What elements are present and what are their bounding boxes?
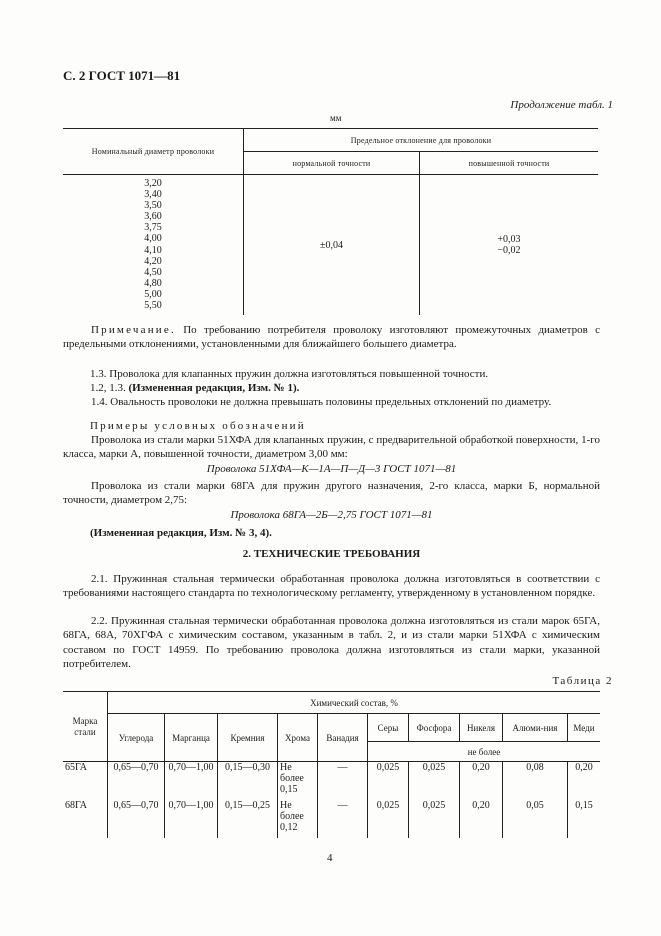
vanadium-cell: — — [318, 800, 368, 838]
col-silicon-header: Кремния — [218, 714, 278, 762]
col-grade-header: Марка стали — [63, 692, 108, 762]
chromium-cell: Не более 0,15 — [278, 762, 318, 800]
silicon-cell: 0,15—0,30 — [218, 762, 278, 800]
paragraph-revision-1-2 — [90, 381, 600, 395]
aluminum-cell: 0,08 — [503, 762, 568, 800]
note-label: Примечание. — [91, 324, 176, 336]
table-note — [63, 323, 600, 352]
col-chromium-header: Хрома — [278, 714, 318, 762]
diameter-deviation-table — [63, 128, 598, 315]
paragraph-2-2: 2.2. Пружинная стальная термически обработанная проволока должна изготовляться из стали марок 65ГА, 68ГА, 68А, 70ХГФА с химическим составом, указанным в табл. 2, и из стали марки 51ХФА с химическим составом по ГОСТ 14959. По требованию проволока должна изготовляться из стали марки, указанной потребителем. — [63, 615, 600, 671]
diameter-value: 5,00 — [144, 288, 162, 300]
carbon-cell: 0,65—0,70 — [108, 762, 165, 800]
copper-cell: 0,20 — [568, 762, 601, 800]
diameter-value: 5,50 — [144, 300, 162, 312]
diameter-value: 3,20 — [144, 178, 162, 189]
col-phosphorus-header: Фосфора — [409, 714, 460, 742]
table-2-label: Таблица 2 — [552, 675, 613, 687]
example-2-text: Проволока из стали марки 68ГА для пружин другого назначения, 2-го класса, марки Б, нормальной точности, диаметром 2,75: — [63, 480, 600, 507]
diameter-value: 4,10 — [144, 244, 162, 256]
page-number: 4 — [327, 852, 333, 864]
paragraph-1-4: 1.4. Овальность проволоки не должна превышать половины предельных отклонений по диаметру. — [91, 396, 552, 408]
col-copper-header: Меди — [568, 714, 601, 742]
increased-lower-value: −0,02 — [497, 245, 521, 257]
diameter-value: 3,75 — [144, 222, 162, 234]
col-vanadium-header: Ванадия — [318, 714, 368, 762]
revision-ref: 1.2, 1.3. — [90, 382, 126, 394]
grade-cell: 65ГА — [63, 762, 108, 800]
diameter-list-cell — [63, 175, 244, 316]
diameter-value: 3,50 — [144, 200, 162, 212]
nickel-cell: 0,20 — [460, 762, 503, 800]
col-deviation-header: Предельное отклонение для проволоки — [244, 129, 599, 152]
col-manganese-header: Марганца — [165, 714, 218, 762]
examples-heading: Примеры условных обозначений — [90, 420, 306, 432]
note-text: По требованию потребителя проволоку изготовляют промежуточных диаметров с предельными отклонениями, установленными для ближайшего большего диаметра. — [63, 324, 600, 351]
diameter-value: 4,50 — [144, 266, 162, 278]
page-header: С. 2 ГОСТ 1071—81 — [63, 68, 181, 83]
increased-deviation-cell — [420, 175, 599, 316]
revision-note: (Измененная редакция, Изм. № 1). — [128, 382, 300, 394]
table-row — [63, 800, 600, 838]
vanadium-cell: — — [318, 762, 368, 800]
col-increased-header: повышенной точности — [420, 152, 599, 175]
chemical-composition-table — [63, 691, 600, 838]
diameter-value: 4,20 — [144, 255, 162, 267]
sulfur-cell: 0,025 — [368, 800, 409, 838]
diameter-value: 3,60 — [144, 211, 162, 223]
phosphorus-cell: 0,025 — [409, 762, 460, 800]
col-chem-header: Химический состав, % — [108, 692, 601, 714]
grade-cell: 68ГА — [63, 800, 108, 838]
paragraph-2-1: 2.1. Пружинная стальная термически обработанная проволока должна изготовляться в соответствии с требованиями настоящего стандарта по технологическому регламенту, утвержденному в установленном порядке. — [63, 573, 600, 600]
manganese-cell: 0,70—1,00 — [165, 800, 218, 838]
diameter-value: 4,80 — [144, 277, 162, 289]
paragraph-1-3: 1.3. Проволока для клапанных пружин должна изготовляться повышенной точности. — [90, 368, 489, 380]
col-aluminum-header: Алюми-ния — [503, 714, 568, 742]
diameter-value: 3,40 — [144, 189, 162, 201]
col-carbon-header: Углерода — [108, 714, 165, 762]
nickel-cell: 0,20 — [460, 800, 503, 838]
unit-label: мм — [330, 113, 342, 123]
manganese-cell: 0,70—1,00 — [165, 762, 218, 800]
sulfur-cell: 0,025 — [368, 762, 409, 800]
phosphorus-cell: 0,025 — [409, 800, 460, 838]
revision-3-4: (Измененная редакция, Изм. № 3, 4). — [90, 527, 272, 539]
normal-deviation-value: ±0,04 — [244, 175, 420, 316]
table-continuation-label: Продолжение табл. 1 — [510, 99, 613, 111]
example-1-code: Проволока 51ХФА—К—1А—П—Д—3 ГОСТ 1071—81 — [206, 463, 457, 475]
copper-cell: 0,15 — [568, 800, 601, 838]
col-nickel-header: Никеля — [460, 714, 503, 742]
carbon-cell: 0,65—0,70 — [108, 800, 165, 838]
example-1-text: Проволока из стали марки 51ХФА для клапанных пружин, с предварительной обработкой поверхности, 1-го класса, марки А, повышенной точности, диаметром 3,00 мм: — [63, 434, 600, 461]
example-2-code: Проволока 68ГА—2Б—2,75 ГОСТ 1071—81 — [230, 509, 433, 521]
col-sulfur-header: Серы — [368, 714, 409, 742]
aluminum-cell: 0,05 — [503, 800, 568, 838]
chromium-cell: Не более 0,12 — [278, 800, 318, 838]
silicon-cell: 0,15—0,25 — [218, 800, 278, 838]
table-row — [63, 762, 600, 800]
increased-upper-value: +0,03 — [497, 234, 521, 246]
diameter-value: 4,00 — [144, 233, 162, 245]
not-more-header: не более — [368, 742, 601, 762]
col-normal-header: нормальной точности — [244, 152, 420, 175]
diameter-list — [63, 175, 243, 315]
col-diameter-header: Номинальный диаметр проволоки — [63, 129, 244, 175]
section-title: 2. ТЕХНИЧЕСКИЕ ТРЕБОВАНИЯ — [242, 548, 421, 560]
